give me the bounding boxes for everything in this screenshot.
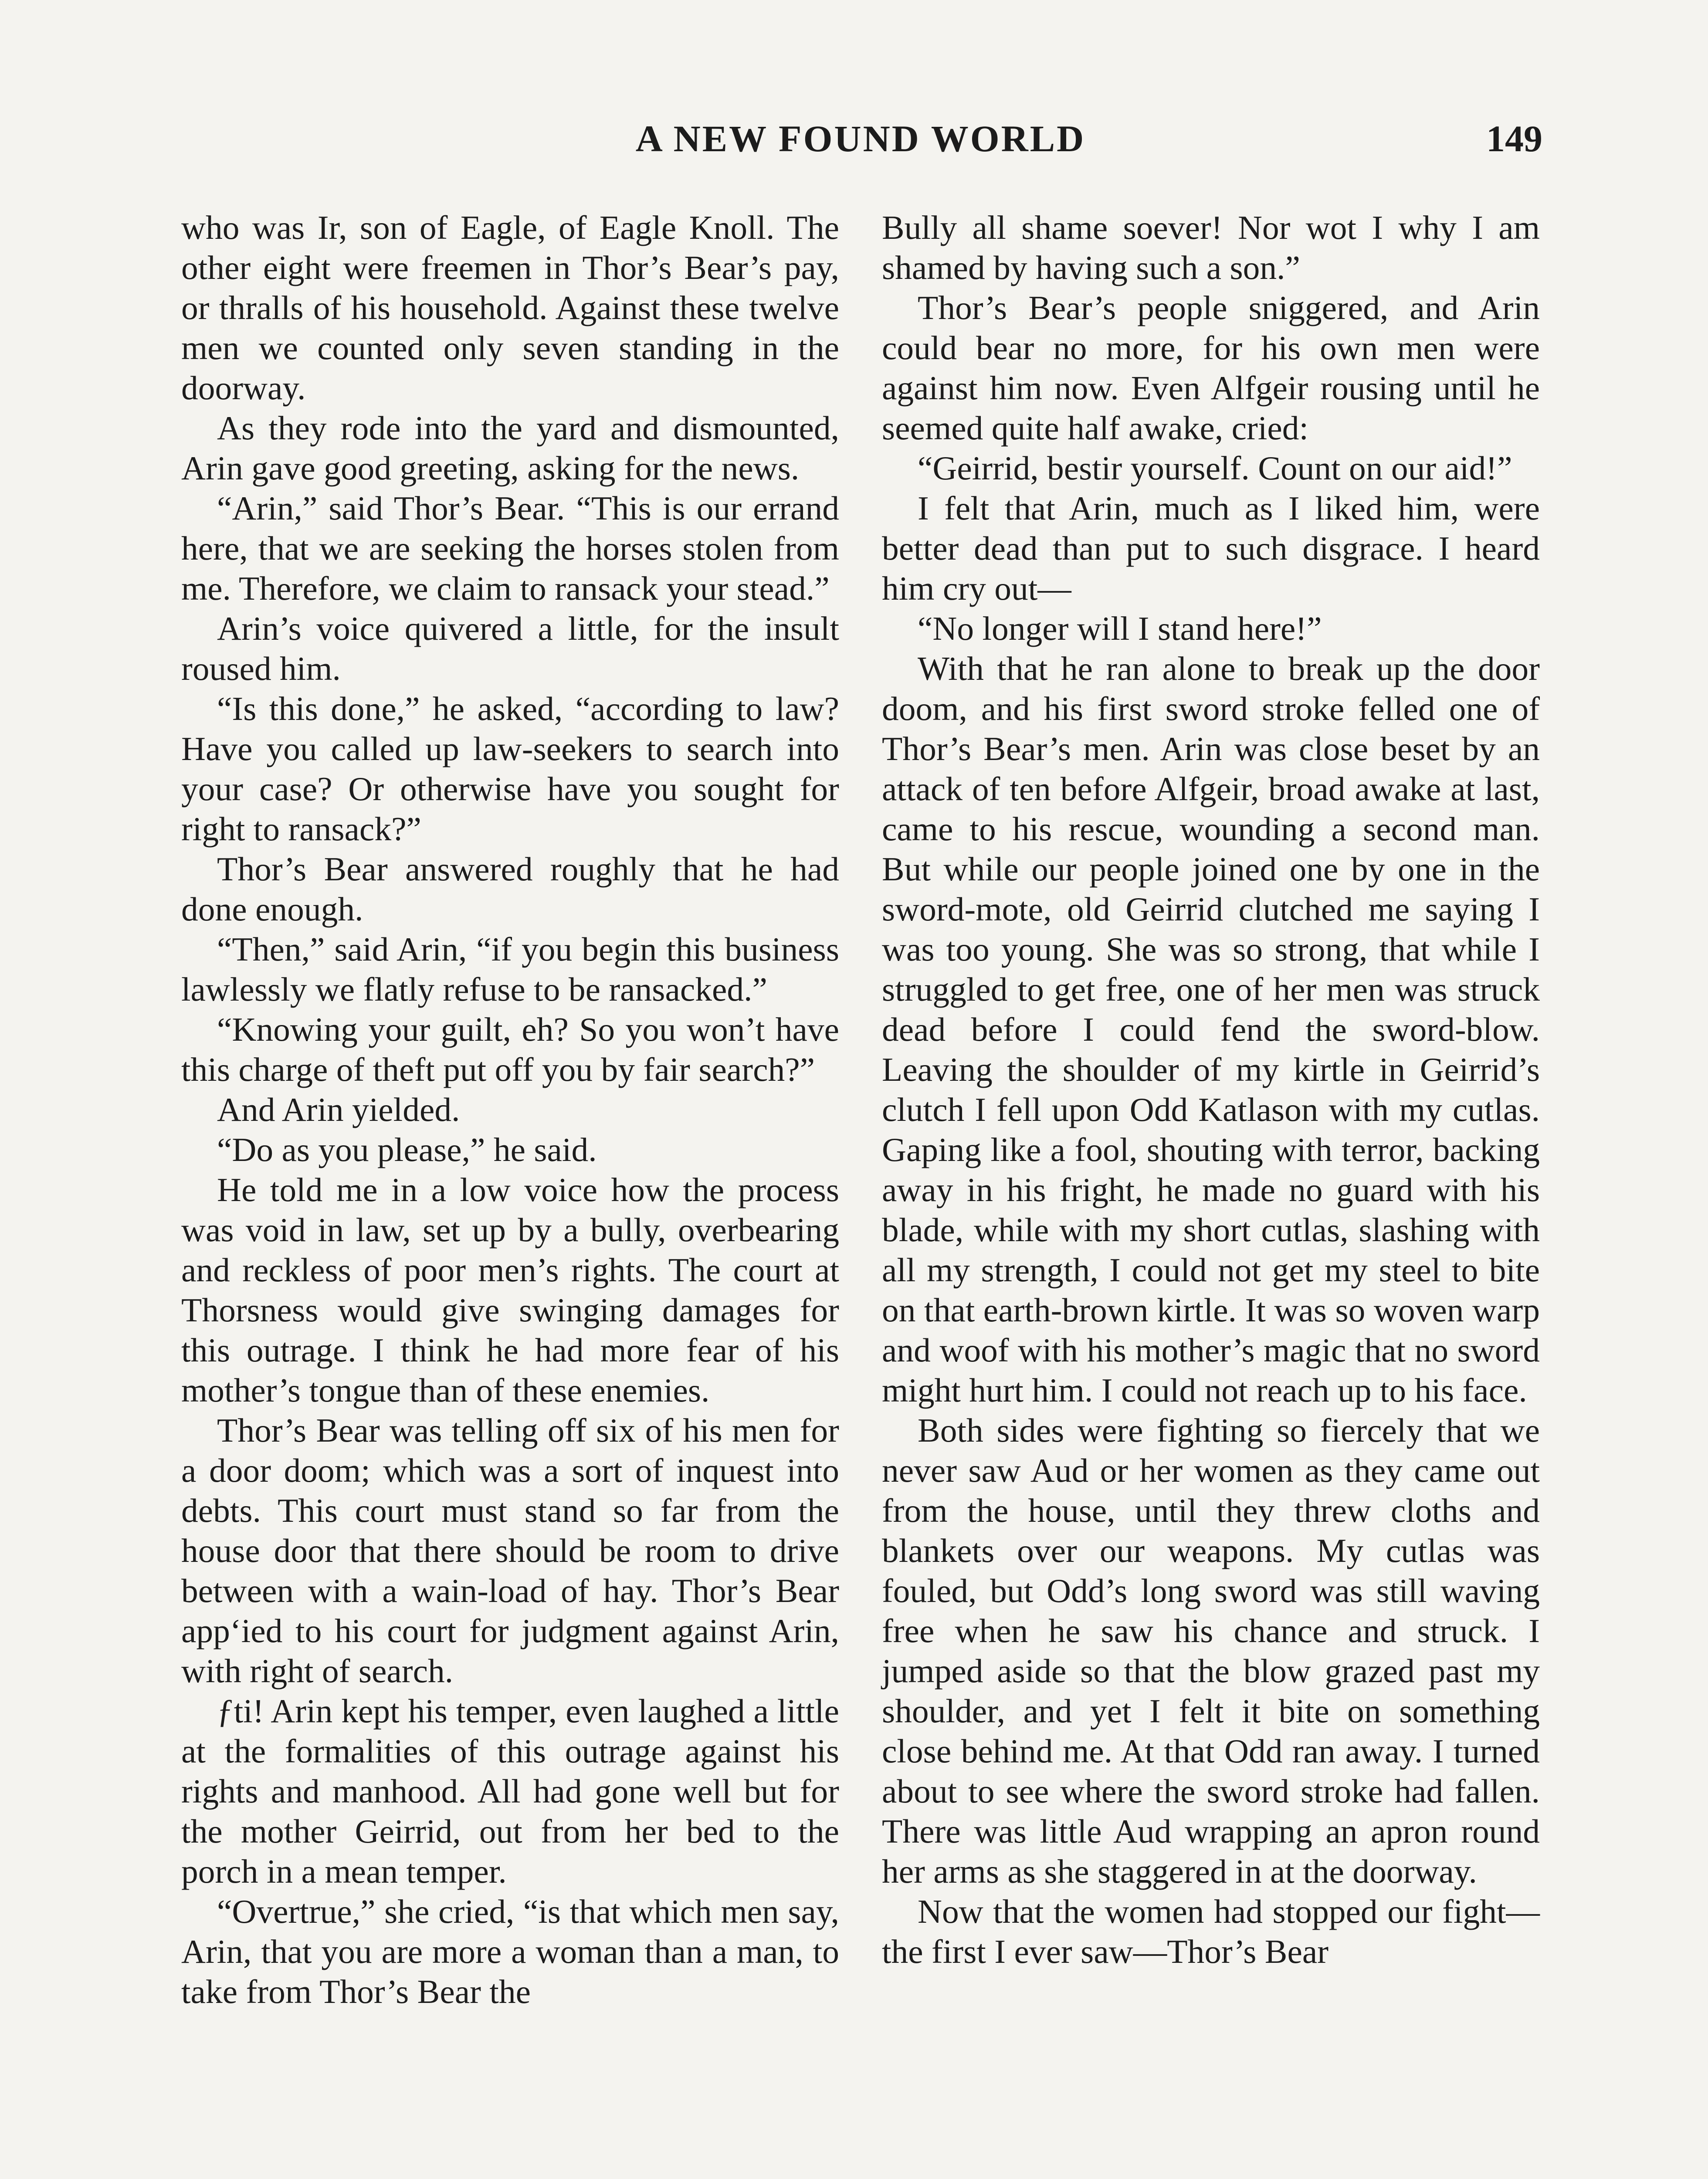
paragraph: Thor’s Bear answered roughly that he had done enough. [181, 850, 839, 928]
paragraph: “Is this done,” he asked, “according to law? Have you called up law-seekers to search into your case? Or otherwise have you sought for right to ransack?” [181, 690, 839, 848]
paragraph: I felt that Arin, much as I liked him, were better dead than put to such disgrace. I heard him cry out— [882, 489, 1540, 607]
paragraph: Now that the women had stopped our fight—the first I ever saw—Thor’s Bear [882, 1893, 1540, 1970]
paragraph: With that he ran alone to break up the door doom, and his first sword stroke felled one of Thor’s Bear’s men. Arin was close beset by an attack of ten before Alfgeir, broad awake at last, came to his rescue, wounding a second man. But while our people joined one by one in the sword-mote, old Geirrid clutched me saying I was too young. She was so strong, that while I struggled to get free, one of her men was struck dead before I could fend the sword-blow. Leaving the shoulder of my kirtle in Geirrid’s clutch I fell upon Odd Katlason with my cutlas. Gaping like a fool, shouting with terror, backing away in his fright, he made no guard with his blade, while with my short cutlas, slashing with all my strength, I could not get my steel to bite on that earth-brown kirtle. It was so woven warp and woof with his mother’s magic that no sword might hurt him. I could not reach up to his face. [882, 650, 1540, 1409]
page-number: 149 [1486, 118, 1542, 160]
paragraph: ƒti! Arin kept his temper, even laughed a little at the formalities of this outrage against his rights and manhood. All had gone well but for the mother Geirrid, out from her bed to the porch in a mean temper. [181, 1692, 839, 1890]
paragraph-continuation: Bully all shame soever! Nor wot I why I am shamed by having such a son.” [882, 209, 1540, 286]
paragraph: Thor’s Bear’s people sniggered, and Arin could bear no more, for his own men were against him now. Even Alfgeir rousing until he seemed quite half awake, cried: [882, 289, 1540, 447]
left-column [181, 207, 839, 2012]
paragraph: He told me in a low voice how the process was void in law, set up by a bully, overbearing and reckless of poor men’s rights. The court at Thorsness would give swinging damages for this outrage. I think he had more fear of his mother’s tongue than of these enemies. [181, 1171, 839, 1409]
paragraph: “No longer will I stand here!” [918, 610, 1322, 647]
right-column [882, 207, 1540, 1972]
paragraph: “Overtrue,” she cried, “is that which men say, Arin, that you are more a woman than a man, to take from Thor’s Bear the [181, 1893, 839, 2010]
paragraph: As they rode into the yard and dismounted, Arin gave good greeting, asking for the news. [181, 409, 839, 487]
paragraph: Thor’s Bear was telling off six of his men for a door doom; which was a sort of inquest into debts. This court must stand so far from the house door that there should be room to drive between with a wain-load of hay. Thor’s Bear app‘ied to his court for judgment against Arin, with right of search. [181, 1412, 839, 1690]
paragraph: And Arin yielded. [217, 1091, 460, 1128]
paragraph: who was Ir, son of Eagle, of Eagle Knoll. The other eight were freemen in Thor’s Bear’s pay, or thralls of his household. Against these twelve men we counted only seven standing in the doorway. [181, 209, 839, 407]
paragraph: Arin’s voice quivered a little, for the insult roused him. [181, 610, 839, 687]
running-title: A NEW FOUND WORLD [635, 118, 1086, 160]
paragraph: “Knowing your guilt, eh? So you won’t have this charge of theft put off you by fair search?” [181, 1011, 839, 1088]
paragraph: “Arin,” said Thor’s Bear. “This is our errand here, that we are seeking the horses stolen from me. Therefore, we claim to ransack your stead.” [181, 489, 839, 607]
paragraph: “Then,” said Arin, “if you begin this business lawlessly we flatly refuse to be ransacked.” [181, 930, 839, 1008]
paragraph: Both sides were fighting so fiercely that we never saw Aud or her women as they came out from the house, until they threw cloths and blankets over our weapons. My cutlas was fouled, but Odd’s long sword was still waving free when he saw his chance and struck. I jumped aside so that the blow grazed past my shoulder, and yet I felt it bite on something close behind me. At that Odd ran away. I turned about to see where the sword stroke had fallen. There was little Aud wrapping an apron round her arms as she staggered in at the doorway. [882, 1412, 1540, 1890]
paragraph: “Geirrid, bestir yourself. Count on our aid!” [918, 449, 1512, 487]
paragraph: “Do as you please,” he said. [217, 1131, 597, 1168]
running-head [179, 117, 1542, 169]
